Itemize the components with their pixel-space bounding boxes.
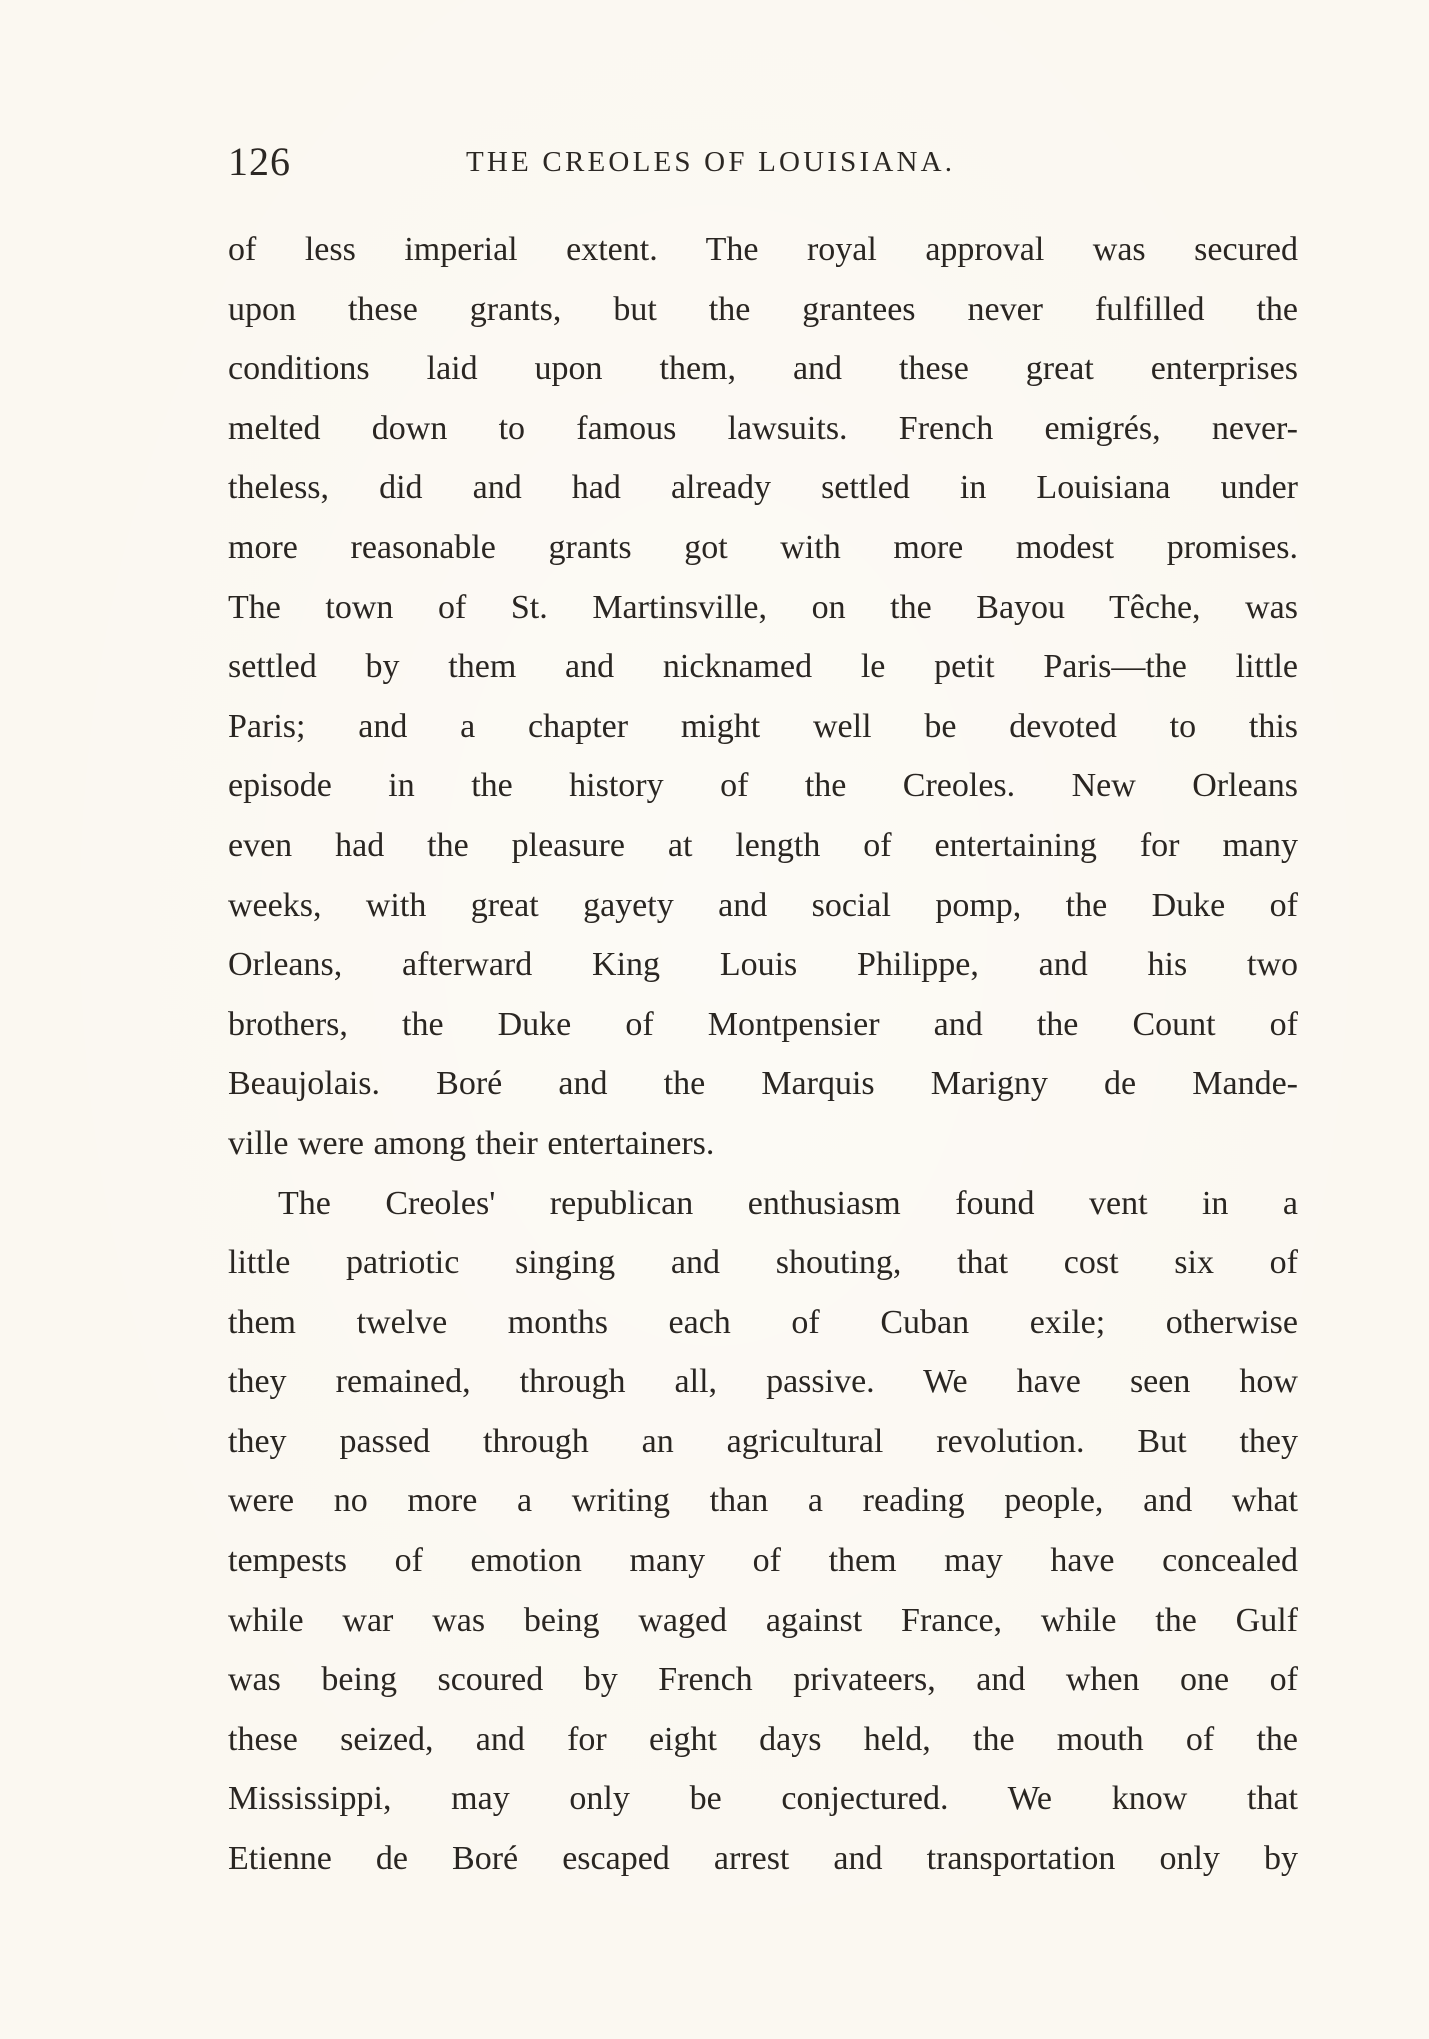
- text-line: Orleans, afterward King Louis Philippe, and his two: [228, 946, 1298, 984]
- text-line: upon these grants, but the grantees never fulfilled the: [228, 290, 1298, 328]
- text-line: of less imperial extent. The royal approval was secured: [228, 231, 1298, 268]
- text-line: Beaujolais. Boré and the Marquis Marigny de Mande-: [228, 1065, 1298, 1103]
- text-line: The town of St. Martinsville, on the Bayou Têche, was: [228, 588, 1298, 626]
- text-line: even had the pleasure at length of entertaining for many: [228, 826, 1298, 864]
- text-line: The Creoles' republican enthusiasm found vent in a: [278, 1184, 1298, 1222]
- text-line: theless, did and had already settled in Louisiana under: [228, 469, 1298, 507]
- text-line: Etienne de Boré escaped arrest and transportation only by: [228, 1840, 1298, 1878]
- page-number: 126: [228, 139, 291, 184]
- text-line: Mississippi, may only be conjectured. We know that: [228, 1780, 1298, 1818]
- text-line: they remained, through all, passive. We have seen how: [228, 1363, 1298, 1401]
- text-line: were no more a writing than a reading people, and what: [228, 1482, 1298, 1520]
- text-line: settled by them and nicknamed le petit Paris—the little: [228, 648, 1298, 686]
- text-line: more reasonable grants got with more modest promises.: [228, 528, 1298, 566]
- body-text: [228, 220, 1298, 1889]
- text-line: episode in the history of the Creoles. New Orleans: [228, 767, 1298, 805]
- text-line: melted down to famous lawsuits. French emigrés, never-: [228, 409, 1298, 447]
- text-line: weeks, with great gayety and social pomp, the Duke of: [228, 886, 1298, 924]
- text-line: these seized, and for eight days held, the mouth of the: [228, 1720, 1298, 1758]
- text-line: they passed through an agricultural revolution. But they: [228, 1422, 1298, 1460]
- running-title: THE CREOLES OF LOUISIANA.: [466, 146, 956, 178]
- text-line: tempests of emotion many of them may have concealed: [228, 1542, 1298, 1580]
- text-line: little patriotic singing and shouting, that cost six of: [228, 1244, 1298, 1282]
- text-line: brothers, the Duke of Montpensier and the Count of: [228, 1005, 1298, 1043]
- text-line: them twelve months each of Cuban exile; otherwise: [228, 1303, 1298, 1341]
- text-line: ville were among their entertainers.: [228, 1124, 715, 1162]
- text-line: was being scoured by French privateers, and when one of: [228, 1661, 1298, 1699]
- page-header: [228, 138, 1298, 188]
- text-line: while war was being waged against France, while the Gulf: [228, 1601, 1298, 1639]
- text-line: Paris; and a chapter might well be devoted to this: [228, 707, 1298, 745]
- text-line: conditions laid upon them, and these great enterprises: [228, 350, 1298, 388]
